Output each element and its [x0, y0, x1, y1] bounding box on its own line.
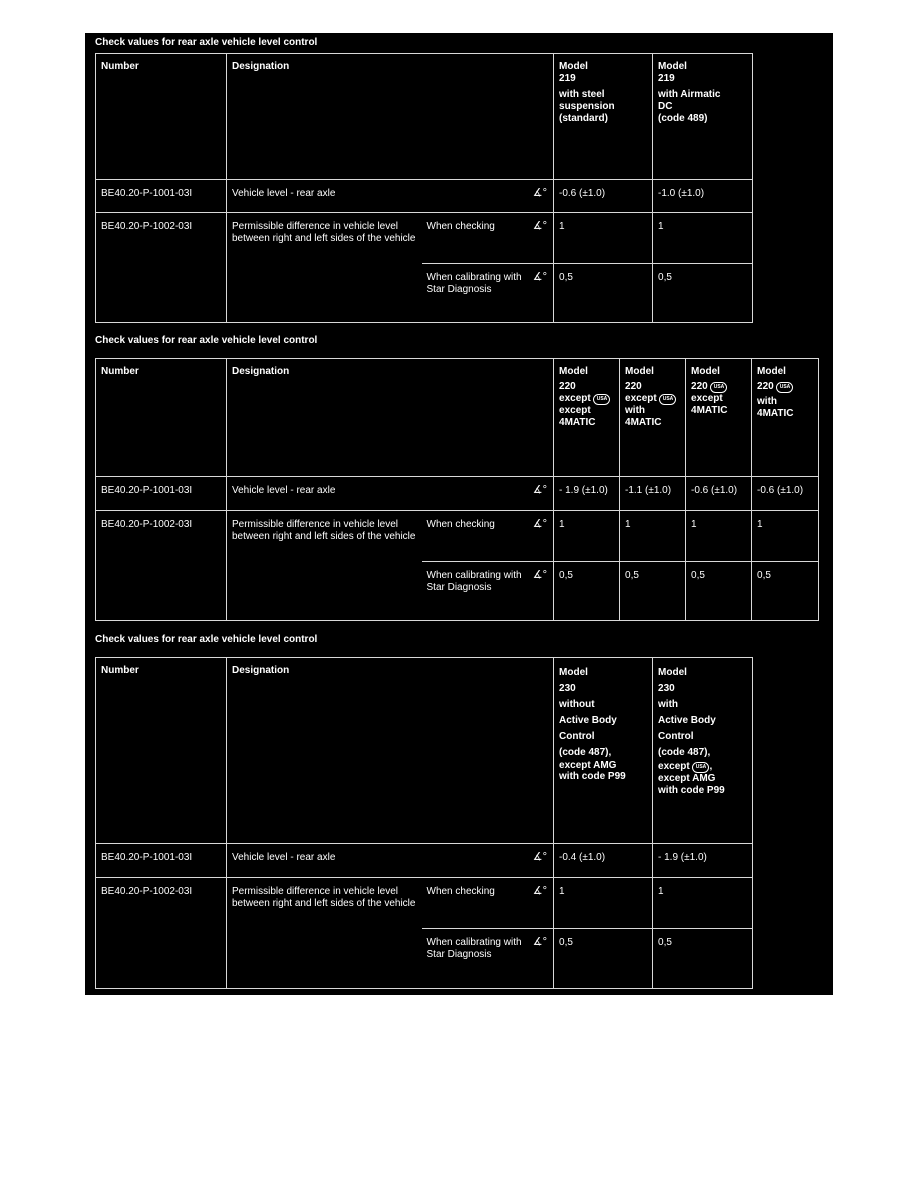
value-cell: -1.0 (±1.0) [653, 180, 753, 213]
value-cell: 1 [686, 511, 752, 562]
condition-label: When checking [426, 886, 495, 897]
header-line: DC [658, 101, 673, 112]
table-row [96, 878, 753, 929]
column-header-model [620, 359, 686, 477]
angle-icon: ∡° [532, 220, 548, 232]
value-cell: 0,5 [653, 929, 753, 989]
condition-label: When calibrating with Star Diagnosis [426, 937, 522, 960]
check-values-table [95, 53, 753, 323]
header-line: Control [559, 731, 595, 742]
value-cell: - 1.9 (±1.0) [653, 844, 753, 878]
header-line: (code 487), [559, 747, 612, 758]
header-line: 230 [559, 683, 576, 694]
column-header-designation: Designation [227, 658, 554, 844]
column-header-model [554, 54, 653, 180]
designation-cell [227, 180, 554, 213]
header-line: 220 USA [691, 381, 746, 393]
angle-icon: ∡° [532, 484, 548, 496]
angle-icon: ∡° [532, 187, 548, 199]
table-row [96, 180, 753, 213]
value-cell: 0,5 [752, 562, 819, 621]
document-sheet [85, 33, 833, 995]
header-line: except [559, 405, 591, 416]
header-line: Model [658, 61, 687, 72]
value-cell: 1 [554, 511, 620, 562]
header-line: Model [691, 366, 720, 377]
header-line: Active Body [559, 715, 617, 726]
part-number: BE40.20-P-1002-03I [96, 213, 227, 323]
angle-icon: ∡° [532, 518, 548, 530]
designation-text: Vehicle level - rear axle [232, 852, 336, 863]
angle-icon: ∡° [532, 851, 548, 863]
condition-label: When calibrating with Star Diagnosis [426, 272, 522, 295]
value-cell: 1 [554, 213, 653, 264]
value-cell: 1 [752, 511, 819, 562]
header-line: (code 487), [658, 747, 711, 758]
angle-icon: ∡° [532, 271, 548, 283]
value-cell: -0.6 (±1.0) [686, 477, 752, 511]
header-line: 4MATIC [691, 405, 728, 416]
header-line: Model [559, 667, 588, 678]
section-title: Check values for rear axle vehicle level control [95, 634, 318, 645]
condition-label: When checking [426, 221, 495, 232]
header-line: 230 [658, 683, 675, 694]
table-row [96, 844, 753, 878]
header-line: (standard) [559, 113, 608, 124]
column-header-model [752, 359, 819, 477]
header-line: except [691, 393, 723, 404]
header-line: except AMG [559, 760, 617, 771]
header-line: with code P99 [658, 785, 725, 796]
header-line: Active Body [658, 715, 716, 726]
designation-text: Permissible difference in vehicle level between right and left sides of the vehicle [227, 213, 422, 323]
usa-badge-icon: USA [776, 382, 793, 393]
header-line: except USA [625, 393, 680, 405]
condition-label: When calibrating with Star Diagnosis [426, 570, 522, 593]
designation-text: Permissible difference in vehicle level between right and left sides of the vehicle [227, 511, 422, 621]
header-line: without [559, 699, 595, 710]
designation-cell [227, 477, 554, 511]
usa-badge-icon: USA [659, 394, 676, 405]
part-number: BE40.20-P-1002-03I [96, 511, 227, 621]
column-header-designation: Designation [227, 359, 554, 477]
usa-badge-icon: USA [710, 382, 727, 393]
condition-cell [422, 562, 554, 621]
header-line: with Airmatic [658, 89, 721, 100]
column-header-designation: Designation [227, 54, 554, 180]
header-line: 219 [658, 73, 675, 84]
header-line: Model [625, 366, 654, 377]
value-cell: 0,5 [653, 264, 753, 323]
header-line: Control [658, 731, 694, 742]
designation-cell [227, 844, 554, 878]
designation-text: Vehicle level - rear axle [232, 188, 336, 199]
check-values-table [95, 358, 819, 621]
column-header-number: Number [96, 359, 227, 477]
column-header-model [554, 658, 653, 844]
header-line: 220 [559, 381, 576, 392]
value-cell: 0,5 [554, 562, 620, 621]
header-line: 4MATIC [757, 408, 794, 419]
condition-cell [422, 929, 554, 989]
header-line: 4MATIC [625, 417, 662, 428]
header-line: 4MATIC [559, 417, 596, 428]
header-line: suspension [559, 101, 615, 112]
header-line: Model [757, 366, 786, 377]
header-line: Model [559, 366, 588, 377]
condition-cell [422, 213, 554, 264]
header-line: with code P99 [559, 771, 626, 782]
column-header-model [686, 359, 752, 477]
part-number: BE40.20-P-1001-03I [96, 180, 227, 213]
column-header-number: Number [96, 658, 227, 844]
section-title: Check values for rear axle vehicle level control [95, 335, 318, 346]
header-line: except AMG [658, 773, 716, 784]
value-cell: 1 [653, 213, 753, 264]
value-cell: - 1.9 (±1.0) [554, 477, 620, 511]
value-cell: -0.6 (±1.0) [554, 180, 653, 213]
table-row [96, 511, 819, 562]
column-header-model [554, 359, 620, 477]
angle-icon: ∡° [532, 936, 548, 948]
designation-text: Vehicle level - rear axle [232, 485, 336, 496]
column-header-model [653, 658, 753, 844]
value-cell: 0,5 [554, 929, 653, 989]
header-line: with [757, 396, 778, 407]
part-number: BE40.20-P-1001-03I [96, 844, 227, 878]
header-line: except USA [559, 393, 614, 405]
header-line: with [658, 699, 679, 710]
usa-badge-icon: USA [692, 762, 709, 773]
value-cell: 0,5 [620, 562, 686, 621]
value-cell: 1 [554, 878, 653, 929]
angle-icon: ∡° [532, 885, 548, 897]
header-line: with [625, 405, 646, 416]
part-number: BE40.20-P-1002-03I [96, 878, 227, 989]
section-title: Check values for rear axle vehicle level control [95, 37, 318, 48]
check-values-table [95, 657, 753, 989]
table-row [96, 213, 753, 264]
value-cell: -0.6 (±1.0) [752, 477, 819, 511]
header-line: except USA , [658, 761, 713, 772]
header-line: Model [658, 667, 687, 678]
header-line: with steel [559, 89, 605, 100]
condition-cell [422, 264, 554, 323]
value-cell: 1 [620, 511, 686, 562]
part-number: BE40.20-P-1001-03I [96, 477, 227, 511]
value-cell: -1.1 (±1.0) [620, 477, 686, 511]
header-line: 219 [559, 73, 576, 84]
angle-icon: ∡° [532, 569, 548, 581]
value-cell: 0,5 [554, 264, 653, 323]
header-line: 220 USA [757, 381, 813, 393]
column-header-model [653, 54, 753, 180]
header-line: 220 [625, 381, 642, 392]
value-cell: 1 [653, 878, 753, 929]
condition-cell [422, 878, 554, 929]
designation-text: Permissible difference in vehicle level between right and left sides of the vehicle [227, 878, 422, 989]
usa-badge-icon: USA [593, 394, 610, 405]
table-row [96, 477, 819, 511]
condition-cell [422, 511, 554, 562]
column-header-number: Number [96, 54, 227, 180]
condition-label: When checking [426, 519, 495, 530]
value-cell: 0,5 [686, 562, 752, 621]
value-cell: -0.4 (±1.0) [554, 844, 653, 878]
header-line: (code 489) [658, 113, 708, 124]
header-line: Model [559, 61, 588, 72]
